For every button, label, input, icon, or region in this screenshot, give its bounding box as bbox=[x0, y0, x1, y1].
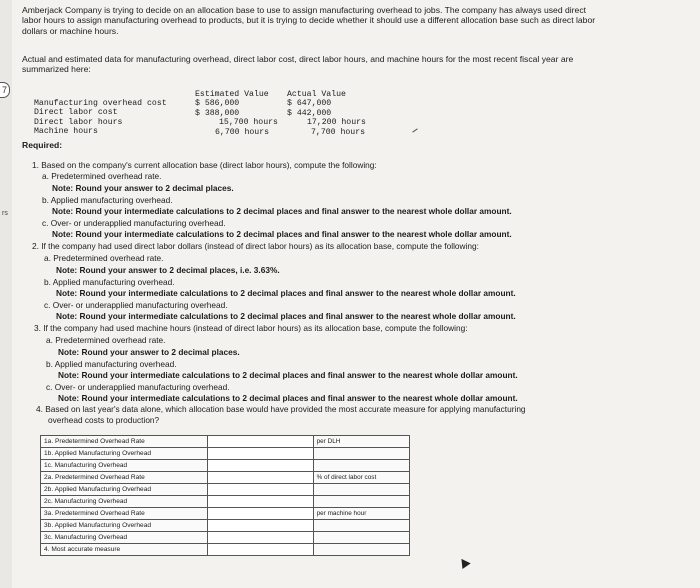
estimated-column bbox=[195, 90, 278, 137]
actual-value: $ 647,000 bbox=[287, 99, 332, 109]
question-2: 2. If the company had used direct labor dollars (instead of direct labor hours) as its allocation base, compute the following: bbox=[32, 241, 479, 251]
question-3: 3. If the company had used machine hours (instead of direct labor hours) as its allocation base, compute the following: bbox=[34, 323, 468, 333]
estimated-value: 15,700 hours bbox=[219, 118, 278, 128]
question-marker[interactable]: 7 bbox=[0, 82, 10, 98]
answer-input-3b[interactable] bbox=[207, 520, 313, 532]
question-1b-note: Note: Round your intermediate calculations to 2 decimal places and final answer to the nearest whole dollar amount. bbox=[52, 206, 512, 216]
question-3c-note: Note: Round your intermediate calculations to 2 decimal places and final answer to the nearest whole dollar amount. bbox=[58, 393, 518, 403]
data-row-labels bbox=[34, 99, 167, 137]
row-label: 1c. Manufacturing Overhead bbox=[41, 460, 208, 472]
answer-input-2c[interactable] bbox=[207, 496, 313, 508]
row-label: 4. Most accurate measure bbox=[41, 544, 208, 556]
question-3a: a. Predetermined overhead rate. bbox=[46, 335, 166, 345]
estimated-header: Estimated Value bbox=[195, 90, 269, 99]
answer-input-1a[interactable] bbox=[207, 436, 313, 448]
answer-input-3c[interactable] bbox=[207, 532, 313, 544]
question-1c: c. Over- or underapplied manufacturing overhead. bbox=[42, 218, 226, 228]
question-3b: b. Applied manufacturing overhead. bbox=[46, 359, 177, 369]
row-label: 3a. Predetermined Overhead Rate bbox=[41, 508, 208, 520]
question-1b: b. Applied manufacturing overhead. bbox=[42, 195, 173, 205]
question-2b-note: Note: Round your intermediate calculations to 2 decimal places and final answer to the nearest whole dollar amount. bbox=[56, 288, 516, 298]
data-label: Direct labor hours bbox=[34, 117, 123, 127]
mouse-cursor-icon bbox=[457, 556, 470, 569]
question-2b: b. Applied manufacturing overhead. bbox=[44, 277, 175, 287]
question-1a: a. Predetermined overhead rate. bbox=[42, 171, 162, 181]
answer-input-1c[interactable] bbox=[207, 460, 313, 472]
actual-value: 7,700 hours bbox=[311, 127, 366, 137]
estimated-value: $ 388,000 bbox=[195, 108, 240, 118]
required-heading: Required: bbox=[22, 140, 63, 150]
question-1: 1. Based on the company's current allocation base (direct labor hours), compute the following: bbox=[32, 160, 377, 170]
row-label: 3c. Manufacturing Overhead bbox=[41, 532, 208, 544]
table-row bbox=[41, 508, 410, 520]
estimated-value: 6,700 hours bbox=[215, 127, 270, 137]
pen-mark bbox=[412, 128, 417, 132]
row-label: 1a. Predetermined Overhead Rate bbox=[41, 436, 208, 448]
row-label: 3b. Applied Manufacturing Overhead bbox=[41, 520, 208, 532]
table-row bbox=[41, 436, 410, 448]
table-row bbox=[41, 532, 410, 544]
estimated-value: $ 586,000 bbox=[195, 99, 240, 109]
row-unit: per DLH bbox=[313, 436, 409, 448]
side-mark: rs bbox=[2, 210, 8, 217]
row-unit: per machine hour bbox=[313, 508, 409, 520]
question-2a-note: Note: Round your answer to 2 decimal places, i.e. 3.63%. bbox=[56, 265, 280, 275]
row-unit: % of direct labor cost bbox=[313, 472, 409, 484]
table-row bbox=[41, 448, 410, 460]
table-row bbox=[41, 484, 410, 496]
table-row bbox=[41, 544, 410, 556]
answer-input-1b[interactable] bbox=[207, 448, 313, 460]
table-row bbox=[41, 472, 410, 484]
table-row bbox=[41, 496, 410, 508]
question-2a: a. Predetermined overhead rate. bbox=[44, 253, 164, 263]
actual-value: $ 442,000 bbox=[287, 108, 332, 118]
question-2c-note: Note: Round your intermediate calculations to 2 decimal places and final answer to the nearest whole dollar amount. bbox=[56, 311, 516, 321]
data-label: Machine hours bbox=[34, 127, 98, 137]
row-label: 1b. Applied Manufacturing Overhead bbox=[41, 448, 208, 460]
answer-input-3a[interactable] bbox=[207, 508, 313, 520]
data-label: Direct labor cost bbox=[34, 108, 118, 118]
row-label: 2c. Manufacturing Overhead bbox=[41, 496, 208, 508]
question-2c: c. Over- or underapplied manufacturing overhead. bbox=[44, 300, 228, 310]
answer-input-2b[interactable] bbox=[207, 484, 313, 496]
row-unit bbox=[313, 460, 409, 472]
table-row bbox=[41, 520, 410, 532]
table-row bbox=[41, 460, 410, 472]
question-1c-note: Note: Round your intermediate calculations to 2 decimal places and final answer to the nearest whole dollar amount. bbox=[52, 229, 512, 239]
answer-input-4[interactable] bbox=[207, 544, 313, 556]
actual-header: Actual Value bbox=[287, 90, 346, 99]
answer-table bbox=[40, 435, 410, 556]
row-label: 2b. Applied Manufacturing Overhead bbox=[41, 484, 208, 496]
row-unit bbox=[313, 532, 409, 544]
actual-value: 17,200 hours bbox=[307, 118, 366, 128]
row-unit bbox=[313, 520, 409, 532]
intro-paragraph: Amberjack Company is trying to decide on an allocation base to use to assign manufacturing overhead to jobs. The company has always used direct labor hours to assign manufacturing overhead to products, but it is trying to decide whether it should use a different allocation base such as direct labor dollars or machine hours. bbox=[22, 5, 596, 36]
question-4-continued: overhead costs to production? bbox=[48, 415, 160, 425]
actual-column bbox=[287, 90, 366, 137]
data-summary-paragraph: Actual and estimated data for manufacturing overhead, direct labor cost, direct labor hours, and machine hours for the most recent fiscal year are summarized here: bbox=[22, 54, 574, 75]
row-unit bbox=[313, 496, 409, 508]
question-1a-note: Note: Round your answer to 2 decimal places. bbox=[52, 183, 234, 193]
row-label: 2a. Predetermined Overhead Rate bbox=[41, 472, 208, 484]
row-unit bbox=[313, 484, 409, 496]
row-unit bbox=[313, 448, 409, 460]
data-label: Manufacturing overhead cost bbox=[34, 99, 167, 108]
question-3c: c. Over- or underapplied manufacturing overhead. bbox=[46, 382, 230, 392]
question-3a-note: Note: Round your answer to 2 decimal places. bbox=[58, 347, 240, 357]
answer-input-2a[interactable] bbox=[207, 472, 313, 484]
question-3b-note: Note: Round your intermediate calculations to 2 decimal places and final answer to the nearest whole dollar amount. bbox=[58, 370, 518, 380]
row-unit bbox=[313, 544, 409, 556]
question-4: 4. Based on last year's data alone, which allocation base would have provided the most accurate measure for applying manufacturing bbox=[36, 404, 526, 414]
